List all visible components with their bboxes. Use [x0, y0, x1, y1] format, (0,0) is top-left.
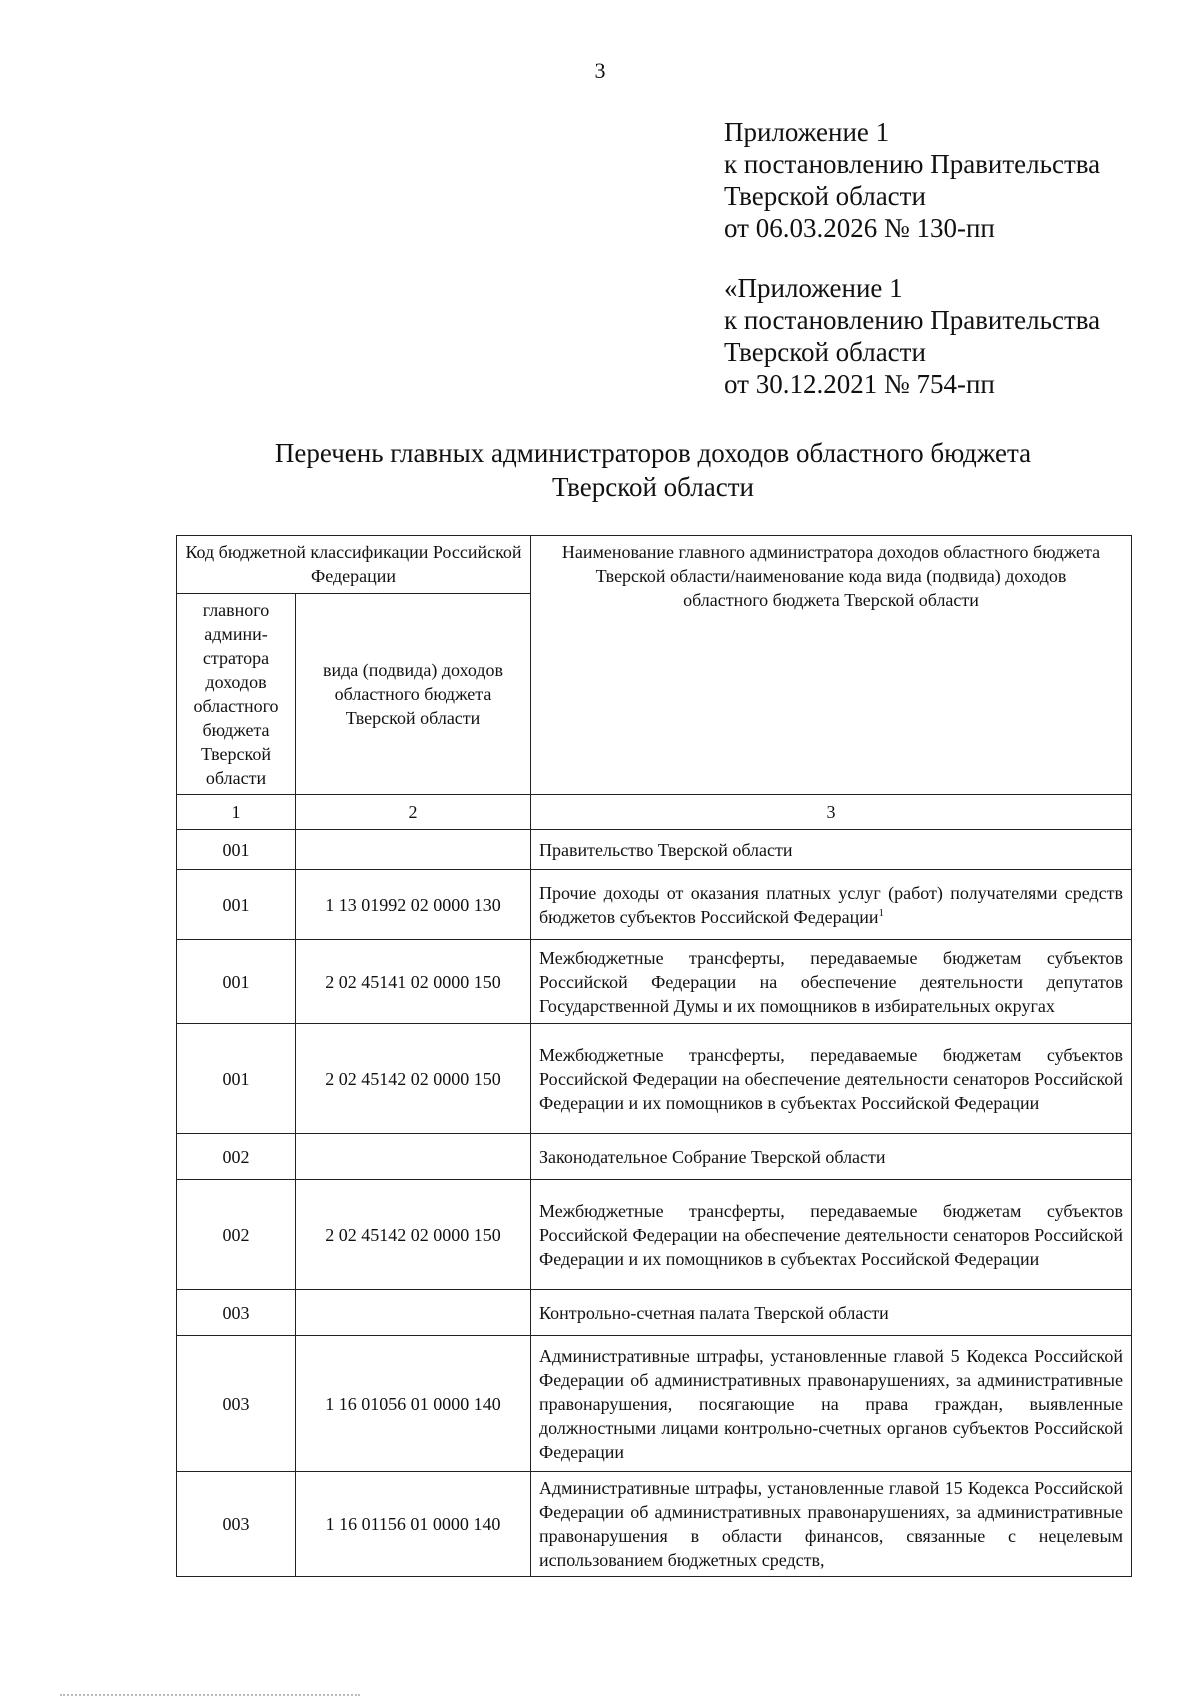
admin-code-cell: 002: [177, 1180, 296, 1290]
admin-code-cell: 001: [177, 830, 296, 870]
appendix-line: к постановлению Правительства: [724, 149, 1101, 179]
name-cell: [531, 870, 1132, 940]
name-text: Межбюджетные трансферты, передаваемые бюджетам субъектов Российской Федерации на обеспечение деятельности депутатов Государственной Думы и их помощников в избирательных округах: [539, 947, 1123, 1016]
name-text: Прочие доходы от оказания платных услуг (работ) получателями средств бюджетов субъектов Российской Федерации: [539, 882, 1123, 927]
name-cell: [531, 1336, 1132, 1472]
header-admin-code: главного админи-стратора доходов областного бюджета Тверской области: [177, 594, 296, 795]
footnote-marker: 1: [878, 906, 885, 919]
name-text: Межбюджетные трансферты, передаваемые бюджетам субъектов Российской Федерации на обеспечение деятельности сенаторов Российской Федерации и их помощников в субъектах Российской Федерации: [539, 1044, 1123, 1113]
admin-code-cell: 001: [177, 940, 296, 1024]
income-code-cell: 2 02 45142 02 0000 150: [296, 1024, 531, 1134]
header-name-column: Наименование главного администратора доходов областного бюджета Тверской области/наименование кода вида (подвида) доходов областного бюджета Тверской области: [531, 536, 1132, 795]
table-row: [177, 940, 1132, 1024]
table-row: [177, 1180, 1132, 1290]
income-code-cell: [296, 830, 531, 870]
appendix-line: к постановлению Правительства: [724, 305, 1101, 335]
income-code-cell: 2 02 45142 02 0000 150: [296, 1180, 531, 1290]
name-cell: [531, 830, 1132, 870]
column-number: 1: [177, 795, 296, 830]
page-number: 3: [594, 58, 606, 83]
admin-code-cell: 002: [177, 1134, 296, 1180]
table-row: [177, 1024, 1132, 1134]
table-row: [177, 1472, 1132, 1577]
appendix-heading-current: [724, 116, 1184, 244]
table-row: [177, 1290, 1132, 1336]
name-cell: [531, 1024, 1132, 1134]
appendix-heading-original: [724, 272, 1184, 400]
header-budget-classification: Код бюджетной классификации Российской Федерации: [177, 536, 531, 594]
income-code-cell: 2 02 45141 02 0000 150: [296, 940, 531, 1024]
name-text: Административные штрафы, установленные главой 15 Кодекса Российской Федерации об административных правонарушениях, за административные правонарушения в области финансов, связанные с нецелевым использованием бюджетных средств,: [539, 1478, 1123, 1570]
income-code-cell: [296, 1134, 531, 1180]
table-row: [177, 830, 1132, 870]
appendix-line: «Приложение 1: [724, 273, 903, 303]
name-text: Законодательное Собрание Тверской области: [539, 1146, 886, 1167]
admin-code-cell: 001: [177, 870, 296, 940]
table-row: [177, 1134, 1132, 1180]
column-number: 2: [296, 795, 531, 830]
admin-code-cell: 003: [177, 1336, 296, 1472]
document-title: [176, 436, 1130, 504]
income-code-cell: [296, 1290, 531, 1336]
name-cell: [531, 1290, 1132, 1336]
name-text: Административные штрафы, установленные главой 5 Кодекса Российской Федерации об административных правонарушениях, за административные правонарушения, посягающие на права граждан, выявленные должностными лицами контрольно-счетных органов субъектов Российской Федерации: [539, 1345, 1123, 1462]
admin-code-cell: 001: [177, 1024, 296, 1134]
admin-code-cell: 003: [177, 1472, 296, 1577]
name-cell: [531, 940, 1132, 1024]
name-cell: [531, 1180, 1132, 1290]
revenue-administrators-table: [176, 535, 1132, 1577]
title-line: Тверской области: [552, 472, 754, 502]
appendix-line: Тверской области: [724, 337, 926, 367]
appendix-line: от 30.12.2021 № 754-пп: [724, 369, 995, 399]
income-code-cell: 1 16 01056 01 0000 140: [296, 1336, 531, 1472]
name-text: Контрольно-счетная палата Тверской области: [539, 1302, 889, 1323]
column-number: 3: [531, 795, 1132, 830]
name-text: Правительство Тверской области: [539, 839, 793, 860]
appendix-line: от 06.03.2026 № 130-пп: [724, 213, 995, 243]
header-income-code: вида (подвида) доходов областного бюджета Тверской области: [296, 594, 531, 795]
admin-code-cell: 003: [177, 1290, 296, 1336]
income-code-cell: 1 13 01992 02 0000 130: [296, 870, 531, 940]
appendix-line: Приложение 1: [724, 117, 890, 147]
title-line: Перечень главных администраторов доходов областного бюджета: [274, 438, 1032, 468]
name-text: Межбюджетные трансферты, передаваемые бюджетам субъектов Российской Федерации на обеспечение деятельности сенаторов Российской Федерации и их помощников в субъектах Российской Федерации: [539, 1200, 1123, 1269]
appendix-line: Тверской области: [724, 181, 926, 211]
name-cell: [531, 1134, 1132, 1180]
name-cell: [531, 1472, 1132, 1577]
table-row: [177, 1336, 1132, 1472]
scan-artifact-line: [60, 1694, 360, 1696]
income-code-cell: 1 16 01156 01 0000 140: [296, 1472, 531, 1577]
table-row: [177, 870, 1132, 940]
